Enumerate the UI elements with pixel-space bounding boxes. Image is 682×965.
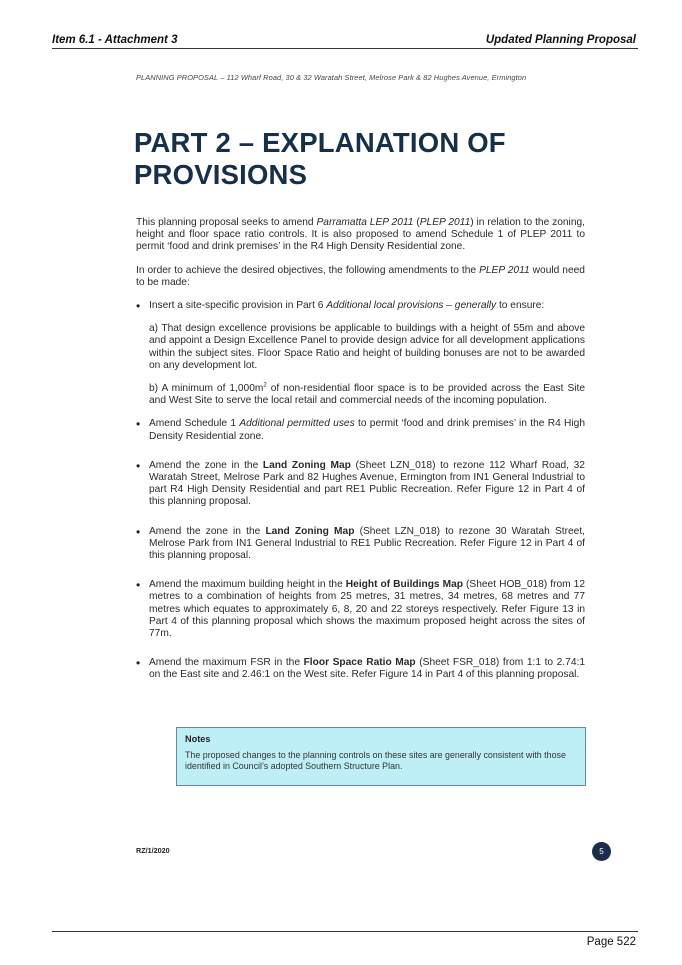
bullet-icon: • [136,578,141,593]
text-run: In order to achieve the desired objectives, the following amendments to the [136,264,480,276]
bullet-text [149,657,585,681]
body-text [136,217,585,693]
footer-divider [52,931,638,932]
header-divider [52,48,638,49]
italic-text: Additional local provisions – generally [326,300,497,312]
text-run: to ensure: [496,300,545,312]
list-item [136,418,585,442]
bullet-icon: • [136,656,141,671]
bullet-text [149,526,585,563]
document-reference: RZ/1/2020 [136,846,170,855]
text-run: to permit ‘food and drink premises’ in the R4 High Density Residential zone. [149,418,585,442]
superscript: 2 [263,382,267,389]
bold-text: Land Zoning Map [262,459,351,471]
text-run: ( [413,217,420,228]
text-run: of non-residential floor space is to be provided across the East Site and West Site to serve the local retail and commercial needs of the incoming population. [149,383,585,407]
page-number-badge: 5 [592,842,611,861]
bold-text: Land Zoning Map [265,525,355,537]
header-item-label: Item 6.1 - Attachment 3 [52,34,178,46]
bullet-icon: • [136,299,141,314]
intro-paragraph-1 [136,217,585,254]
italic-text: PLEP 2011 [419,217,471,228]
sub-item-a: a) That design excellence provisions be applicable to buildings with a height of 55m and above and appoint a Design Excellence Panel to provide design advice for all development applications within the subject sites. Floor Space Ratio and height of building bonuses are not to be awarded on any development lot. [149,323,585,371]
bullet-text [149,418,585,442]
running-subheading: PLANNING PROPOSAL – 112 Wharf Road, 30 & 32 Waratah Street, Melrose Park & 82 Hughes Avenue, Ermington [136,73,527,82]
header-document-title: Updated Planning Proposal [485,34,636,46]
bullet-text [149,460,585,509]
list-item [136,526,585,563]
text-run: (Sheet HOB_018) from 12 metres to a combination of heights from 25 metres, 31 metres, 34 metres, 68 metres and 77 metres which equates to approximately 6, 8, 20 and 22 storeys respectively. Refer Figure 13 in Part 4 of this planning proposal which shows the maximum proposed height across the sites of 77m. [149,579,585,640]
page-title: PART 2 – EXPLANATION OF PROVISIONS [134,127,506,190]
notes-text: The proposed changes to the planning controls on these sites are generally consistent with those identified in Council’s adopted Southern Structure Plan. [185,750,566,771]
text-run: b) A minimum of 1,000m [149,383,264,395]
bullet-icon: • [136,458,141,473]
list-item [136,460,585,509]
text-run: Insert a site-specific provision in Part 6 [149,300,327,312]
bold-text: Height of Buildings Map [345,579,463,591]
bullet-text [149,579,585,640]
list-item [136,300,585,407]
intro-paragraph-2 [136,265,585,289]
bold-text: Floor Space Ratio Map [303,657,416,669]
notes-box [176,727,586,786]
bullet-icon: • [136,417,141,432]
text-run: Amend the zone in the [149,525,266,537]
text-run: Amend Schedule 1 [149,418,240,430]
italic-text: Parramatta LEP 2011 [316,217,414,228]
text-run: ) in relation to the zoning, height and floor space ratio controls. It is also proposed to amend Schedule 1 of PLEP 2011 to permit ‘food and drink premises’ in the R4 High Density Residential zone. [136,217,585,253]
text-run: This planning proposal seeks to amend [136,217,317,228]
text-run: (Sheet FSR_018) from 1:1 to 2.74:1 on the East site and 2.46:1 on the West site. Refer Figure 14 in Part 4 of this planning proposal. [149,657,585,681]
text-run: would need to be made: [136,264,585,288]
text-run: Amend the zone in the [149,459,263,471]
italic-text: Additional permitted uses [239,418,355,430]
list-item [136,657,585,681]
text-run: (Sheet LZN_018) to rezone 30 Waratah Street, Melrose Park from IN1 General Industrial to RE1 Public Recreation. Refer Figure 12 in Part 4 of this planning proposal. [149,525,585,562]
bullet-text [149,300,585,312]
text-run: Amend the maximum building height in the [149,579,346,591]
sub-item-b [149,383,585,407]
list-item [136,579,585,640]
text-run: (Sheet LZN_018) to rezone 112 Wharf Road, 32 Waratah Street, Melrose Park and 82 Hughes Avenue, Ermington from IN1 General Industrial to part R4 High Density Residential and part RE1 Public Recreation. Refer Figure 12 in Part 4 of this planning proposal. [149,459,585,508]
bullet-icon: • [136,524,141,539]
notes-title: Notes [185,734,211,744]
page-label: Page 522 [586,936,636,948]
text-run: Amend the maximum FSR in the [149,657,304,669]
italic-text: PLEP 2011 [479,264,530,276]
